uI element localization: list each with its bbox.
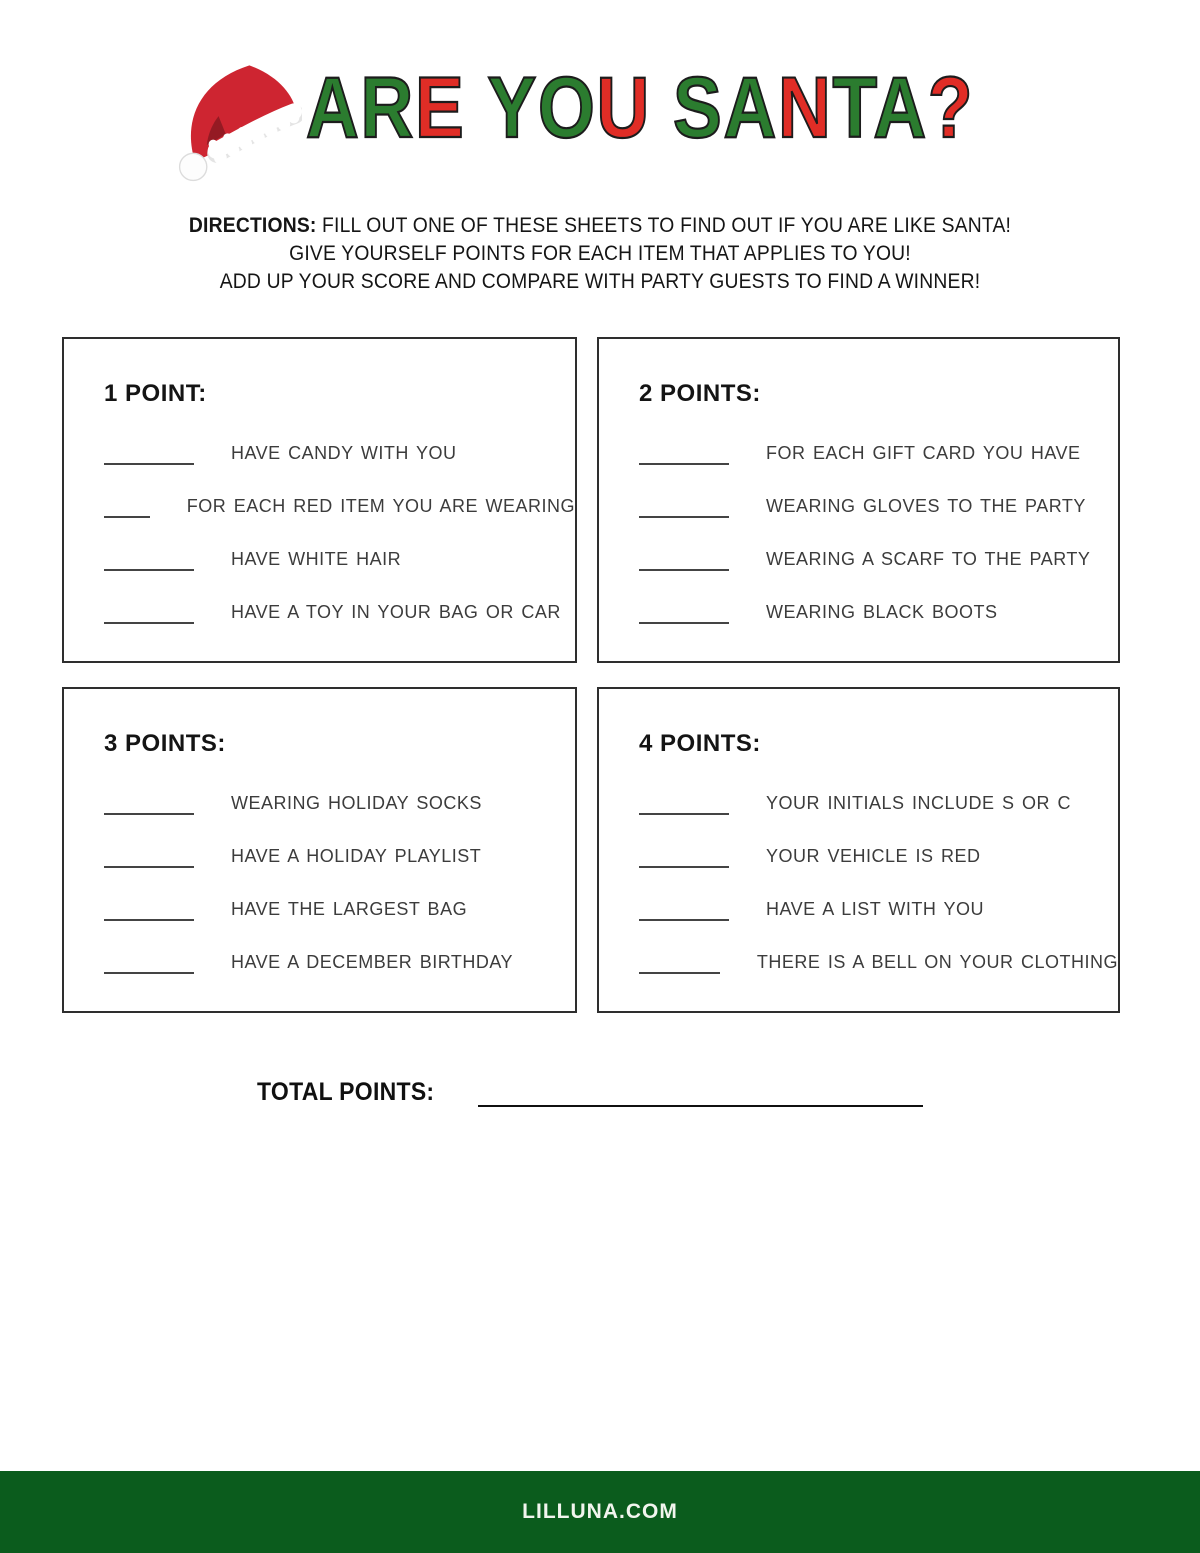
santa-hat-icon [166, 56, 302, 188]
directions-line-1-text: FILL OUT ONE OF THESE SHEETS TO FIND OUT IF YOU ARE LIKE SANTA! [322, 214, 1012, 237]
answer-blank-line [639, 899, 729, 921]
page-title: ARE YOU SANTA? [306, 60, 975, 156]
checklist-item [104, 576, 575, 624]
checklist-item [639, 873, 1118, 921]
item-label: HAVE WHITE HAIR [231, 549, 402, 569]
answer-blank-line [104, 549, 194, 571]
points-boxes-grid [62, 337, 1120, 1013]
directions-label: DIRECTIONS: [188, 214, 317, 237]
checklist-item [104, 820, 575, 868]
total-points-row [257, 1078, 923, 1107]
checklist-item [104, 417, 575, 465]
answer-blank-line [639, 496, 729, 518]
item-label: FOR EACH GIFT CARD YOU HAVE [766, 443, 1081, 463]
box-heading: 3 POINTS: [104, 730, 226, 757]
directions-text [48, 212, 1152, 296]
directions-line-1 [48, 212, 1152, 240]
checklist-item [104, 470, 575, 518]
answer-blank-line [639, 793, 729, 815]
checklist-item [104, 926, 575, 974]
item-label: WEARING BLACK BOOTS [766, 602, 998, 622]
answer-blank-line [104, 602, 194, 624]
directions-line-3: ADD UP YOUR SCORE AND COMPARE WITH PARTY GUESTS TO FIND A WINNER! [219, 270, 981, 293]
box-heading: 1 POINT: [104, 380, 207, 407]
answer-blank-line [104, 899, 194, 921]
checklist-item [639, 523, 1118, 571]
answer-blank-line [639, 846, 729, 868]
box-heading: 4 POINTS: [639, 730, 761, 757]
answer-blank-line [639, 549, 729, 571]
checklist-item [104, 767, 575, 815]
directions-line-2: GIVE YOURSELF POINTS FOR EACH ITEM THAT APPLIES TO YOU! [289, 242, 911, 265]
checklist-item [104, 523, 575, 571]
checklist-item [639, 470, 1118, 518]
answer-blank-line [104, 793, 194, 815]
item-label: WEARING HOLIDAY SOCKS [231, 793, 482, 813]
points-box-4 [597, 687, 1120, 1013]
answer-blank-line [104, 443, 194, 465]
box-heading: 2 POINTS: [639, 380, 761, 407]
answer-blank-line [639, 602, 729, 624]
item-label: HAVE THE LARGEST BAG [231, 899, 468, 919]
answer-blank-line [104, 952, 194, 974]
checklist-item [639, 576, 1118, 624]
answer-blank-line [639, 952, 720, 974]
item-label: WEARING A SCARF TO THE PARTY [766, 549, 1091, 569]
checklist-item [639, 767, 1118, 815]
item-label: YOUR INITIALS INCLUDE S OR C [766, 793, 1072, 813]
answer-blank-line [104, 846, 194, 868]
item-label: YOUR VEHICLE IS RED [766, 846, 981, 866]
total-points-label: TOTAL POINTS: [257, 1078, 435, 1106]
item-label: HAVE A LIST WITH YOU [766, 899, 985, 919]
item-label: FOR EACH RED ITEM YOU ARE WEARING [186, 496, 575, 516]
answer-blank-line [639, 443, 729, 465]
checklist-item [639, 820, 1118, 868]
footer-bar [0, 1471, 1200, 1553]
points-box-1 [62, 337, 577, 663]
checklist-item [639, 926, 1118, 974]
site-name: LILLUNA.COM [522, 1500, 678, 1523]
item-label: THERE IS A BELL ON YOUR CLOTHING [756, 952, 1118, 972]
item-label: WEARING GLOVES TO THE PARTY [766, 496, 1086, 516]
total-points-line [478, 1079, 923, 1107]
item-label: HAVE A TOY IN YOUR BAG OR CAR [231, 602, 561, 622]
points-box-3 [62, 687, 577, 1013]
item-label: HAVE A HOLIDAY PLAYLIST [231, 846, 482, 866]
points-box-2 [597, 337, 1120, 663]
checklist-item [639, 417, 1118, 465]
item-label: HAVE A DECEMBER BIRTHDAY [231, 952, 514, 972]
answer-blank-line [104, 496, 150, 518]
checklist-item [104, 873, 575, 921]
item-label: HAVE CANDY WITH YOU [231, 443, 457, 463]
